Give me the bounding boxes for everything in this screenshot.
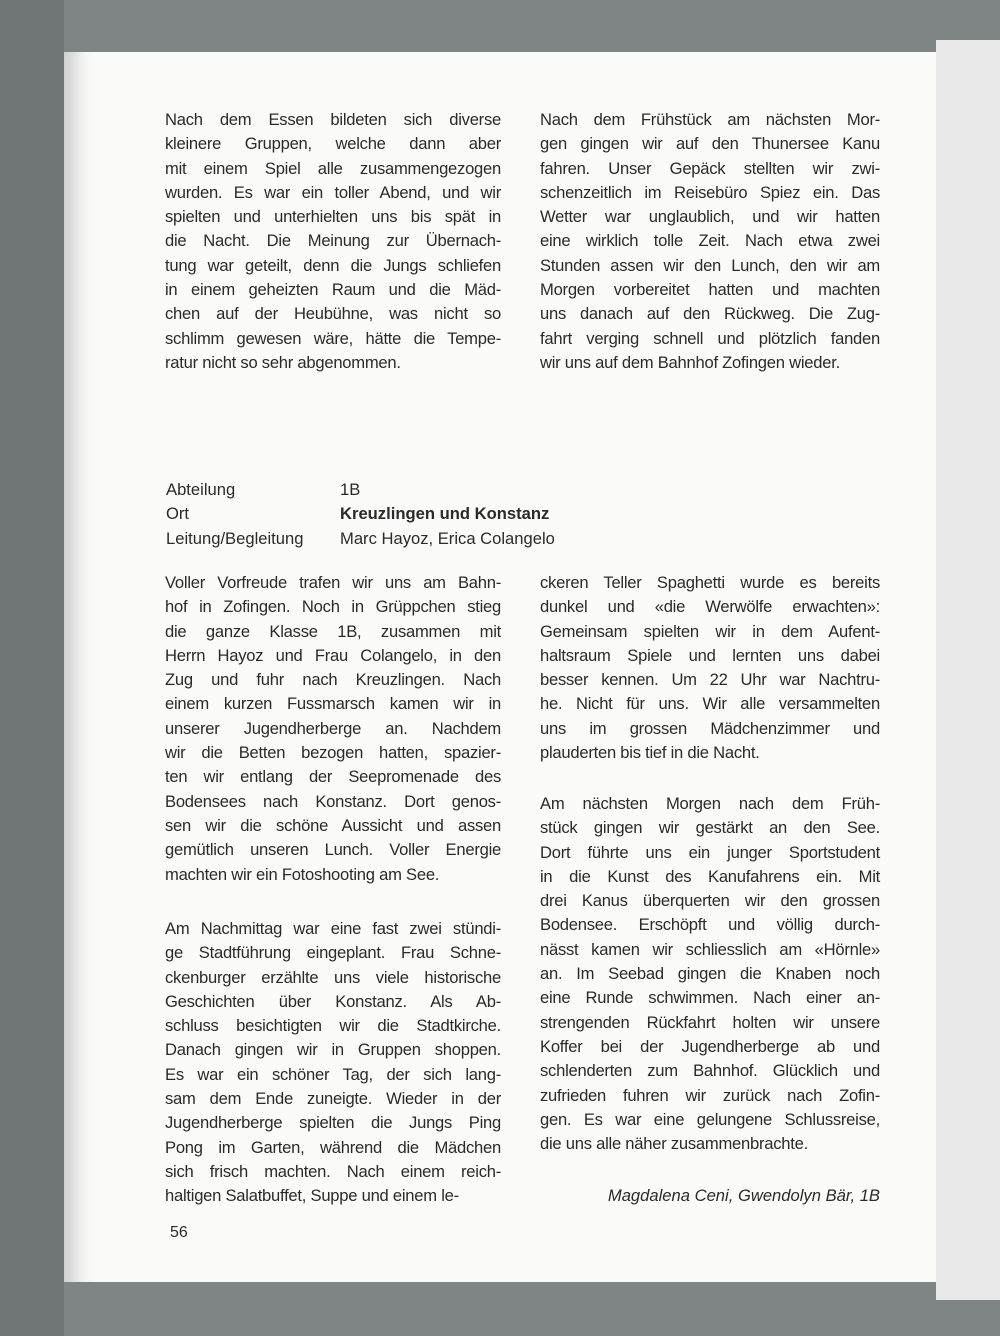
top-left-column: [165, 108, 501, 375]
text-line: einem kurzen Fussmarsch kamen wir in: [165, 694, 501, 714]
text-line: fahrt verging schnell und plötzlich fanden: [540, 328, 880, 348]
article-right-paragraph-2: [540, 792, 880, 1156]
text-line: Wetter war unglaublich, und wir hatten: [540, 207, 880, 227]
text-line: nässt kamen wir schliesslich am «Hörnle»: [540, 939, 880, 959]
meta-value: Marc Hayoz, Erica Colangelo: [340, 528, 555, 548]
text-line: Nach dem Essen bildeten sich diverse: [165, 110, 501, 129]
text-line: plauderten bis tief in die Nacht.: [540, 743, 760, 763]
text-line: gen gingen wir auf den Thunersee Kanu: [540, 134, 880, 154]
text-line: Koffer bei der Jugendherberge ab und: [540, 1036, 880, 1056]
meta-value: 1B: [340, 480, 361, 499]
text-line: chen auf der Heubühne, was nicht so: [165, 304, 501, 324]
text-line: Dort führte uns ein junger Sportstudent: [540, 842, 880, 862]
text-line: sen wir die schöne Aussicht und assen: [165, 815, 501, 835]
book-spine-edge: [0, 0, 64, 1336]
text-line: gen. Es war eine gelungene Schlussreise,: [540, 1109, 880, 1129]
article-meta-table: [166, 478, 555, 551]
top-right-column: [540, 108, 880, 375]
text-line: haltsraum Spiele und lernten uns dabei: [540, 645, 880, 665]
text-line: in einem geheizten Raum und die Mäd-: [165, 280, 501, 300]
text-line: eine wirklich tolle Zeit. Nach etwa zwei: [540, 231, 880, 251]
text-line: zufrieden fuhren wir zurück nach Zofin-: [540, 1085, 880, 1105]
meta-label: Ort: [166, 504, 190, 524]
text-line: in die Kunst des Kanufahrens ein. Mit: [540, 866, 880, 886]
text-line: kleinere Gruppen, welche dann aber: [165, 134, 501, 154]
text-line: tung war geteilt, denn die Jungs schliefen: [165, 255, 501, 275]
text-line: wurden. Es war ein toller Abend, und wir: [165, 182, 501, 202]
text-line: wir uns auf dem Bahnhof Zofingen wieder.: [540, 352, 840, 372]
facing-page-edge: [936, 40, 1000, 1300]
text-line: mit einem Spiel alle zusammengezogen: [165, 158, 501, 178]
text-line: Morgen vorbereitet hatten und machten: [540, 280, 880, 300]
text-line: besser kennen. Um 22 Uhr war Nachtru-: [540, 670, 880, 690]
text-line: Am Nachmittag war eine fast zwei stündi-: [165, 919, 501, 938]
article-right-paragraph-1: [540, 571, 880, 765]
text-line: die ganze Klasse 1B, zusammen mit: [165, 621, 501, 641]
text-line: an. Im Seebad gingen die Knaben noch: [540, 964, 880, 984]
text-line: uns danach auf den Rückweg. Die Zug-: [540, 304, 880, 324]
meta-label: Leitung/Begleitung: [166, 528, 304, 548]
text-line: unserer Jugendherberge an. Nachdem: [165, 718, 501, 738]
text-line: Pong im Garten, während die Mädchen: [165, 1137, 501, 1157]
text-line: stück gingen wir gestärkt an den See.: [540, 818, 880, 838]
text-line: schlimm gewesen wäre, hätte die Tempe-: [165, 328, 501, 348]
text-line: haltigen Salatbuffet, Suppe und einem le-: [165, 1186, 459, 1206]
text-line: sam dem Ende zuneigte. Wieder in der: [165, 1089, 501, 1109]
text-line: wir die Betten bezogen hatten, spazier-: [165, 743, 501, 763]
text-line: ten wir entlang der Seepromenade des: [165, 767, 501, 787]
meta-label: Abteilung: [166, 480, 236, 499]
text-line: ckeren Teller Spaghetti wurde es bereits: [540, 573, 880, 592]
article-left-paragraph-2: [165, 917, 501, 1209]
text-line: Zug und fuhr nach Kreuzlingen. Nach: [165, 670, 501, 690]
text-line: Nach dem Frühstück am nächsten Mor-: [540, 110, 880, 129]
text-line: dunkel und «die Werwölfe erwachten»:: [540, 597, 880, 617]
text-line: eine Runde schwimmen. Nach einer an-: [540, 988, 880, 1008]
text-line: sich frisch machten. Nach einem reich-: [165, 1161, 501, 1181]
article-left-paragraph-1: [165, 571, 501, 887]
meta-row-ort: [166, 502, 555, 526]
text-line: Danach gingen wir in Gruppen shoppen.: [165, 1040, 501, 1060]
text-line: die uns alle näher zusammenbrachte.: [540, 1134, 808, 1154]
text-line: Geschichten über Konstanz. Als Ab-: [165, 991, 501, 1011]
text-line: gemütlich unseren Lunch. Voller Energie: [165, 840, 501, 860]
meta-row-leitung: [166, 527, 555, 551]
text-line: ratur nicht so sehr abgenommen.: [165, 352, 401, 372]
text-line: drei Kanus überquerten wir den grossen: [540, 891, 880, 911]
page-number: 56: [170, 1224, 188, 1241]
text-line: Jugendherberge spielten die Jungs Ping: [165, 1113, 501, 1133]
text-line: schluss besichtigten wir die Stadtkirche.: [165, 1016, 501, 1036]
text-line: fahren. Unser Gepäck stellten wir zwi-: [540, 158, 880, 178]
text-line: schenzeitlich im Reisebüro Spiez ein. Das: [540, 182, 880, 202]
text-line: Es war ein schöner Tag, der sich lang-: [165, 1064, 501, 1084]
author-signature: Magdalena Ceni, Gwendolyn Bär, 1B: [607, 1186, 880, 1205]
text-line: ckenburger erzählte uns viele historische: [165, 967, 501, 987]
text-line: machten wir ein Fotoshooting am See.: [165, 864, 440, 884]
text-line: Am nächsten Morgen nach dem Früh-: [540, 794, 880, 813]
text-line: Stunden assen wir den Lunch, den wir am: [540, 255, 880, 275]
text-line: Bodensee. Erschöpft und völlig durch-: [540, 915, 880, 935]
text-line: die Nacht. Die Meinung zur Übernach-: [165, 231, 501, 251]
text-line: he. Nicht für uns. Wir alle versammelten: [540, 694, 880, 714]
text-line: uns im grossen Mädchenzimmer und: [540, 718, 880, 738]
text-line: ge Stadtführung eingeplant. Frau Schne-: [165, 943, 501, 963]
text-line: Gemeinsam spielten wir in dem Aufent-: [540, 621, 880, 641]
meta-row-abteilung: [166, 478, 555, 502]
text-line: strengenden Rückfahrt holten wir unsere: [540, 1012, 880, 1032]
text-line: hof in Zofingen. Noch in Grüppchen stieg: [165, 597, 501, 617]
text-line: schlenderten zum Bahnhof. Glücklich und: [540, 1061, 880, 1081]
text-line: Voller Vorfreude trafen wir uns am Bahn-: [165, 573, 501, 592]
text-line: Herrn Hayoz und Frau Colangelo, in den: [165, 645, 501, 665]
text-line: Bodensees nach Konstanz. Dort genos-: [165, 791, 501, 811]
text-line: spielten und unterhielten uns bis spät in: [165, 207, 501, 227]
meta-value: Kreuzlingen und Konstanz: [340, 504, 550, 524]
